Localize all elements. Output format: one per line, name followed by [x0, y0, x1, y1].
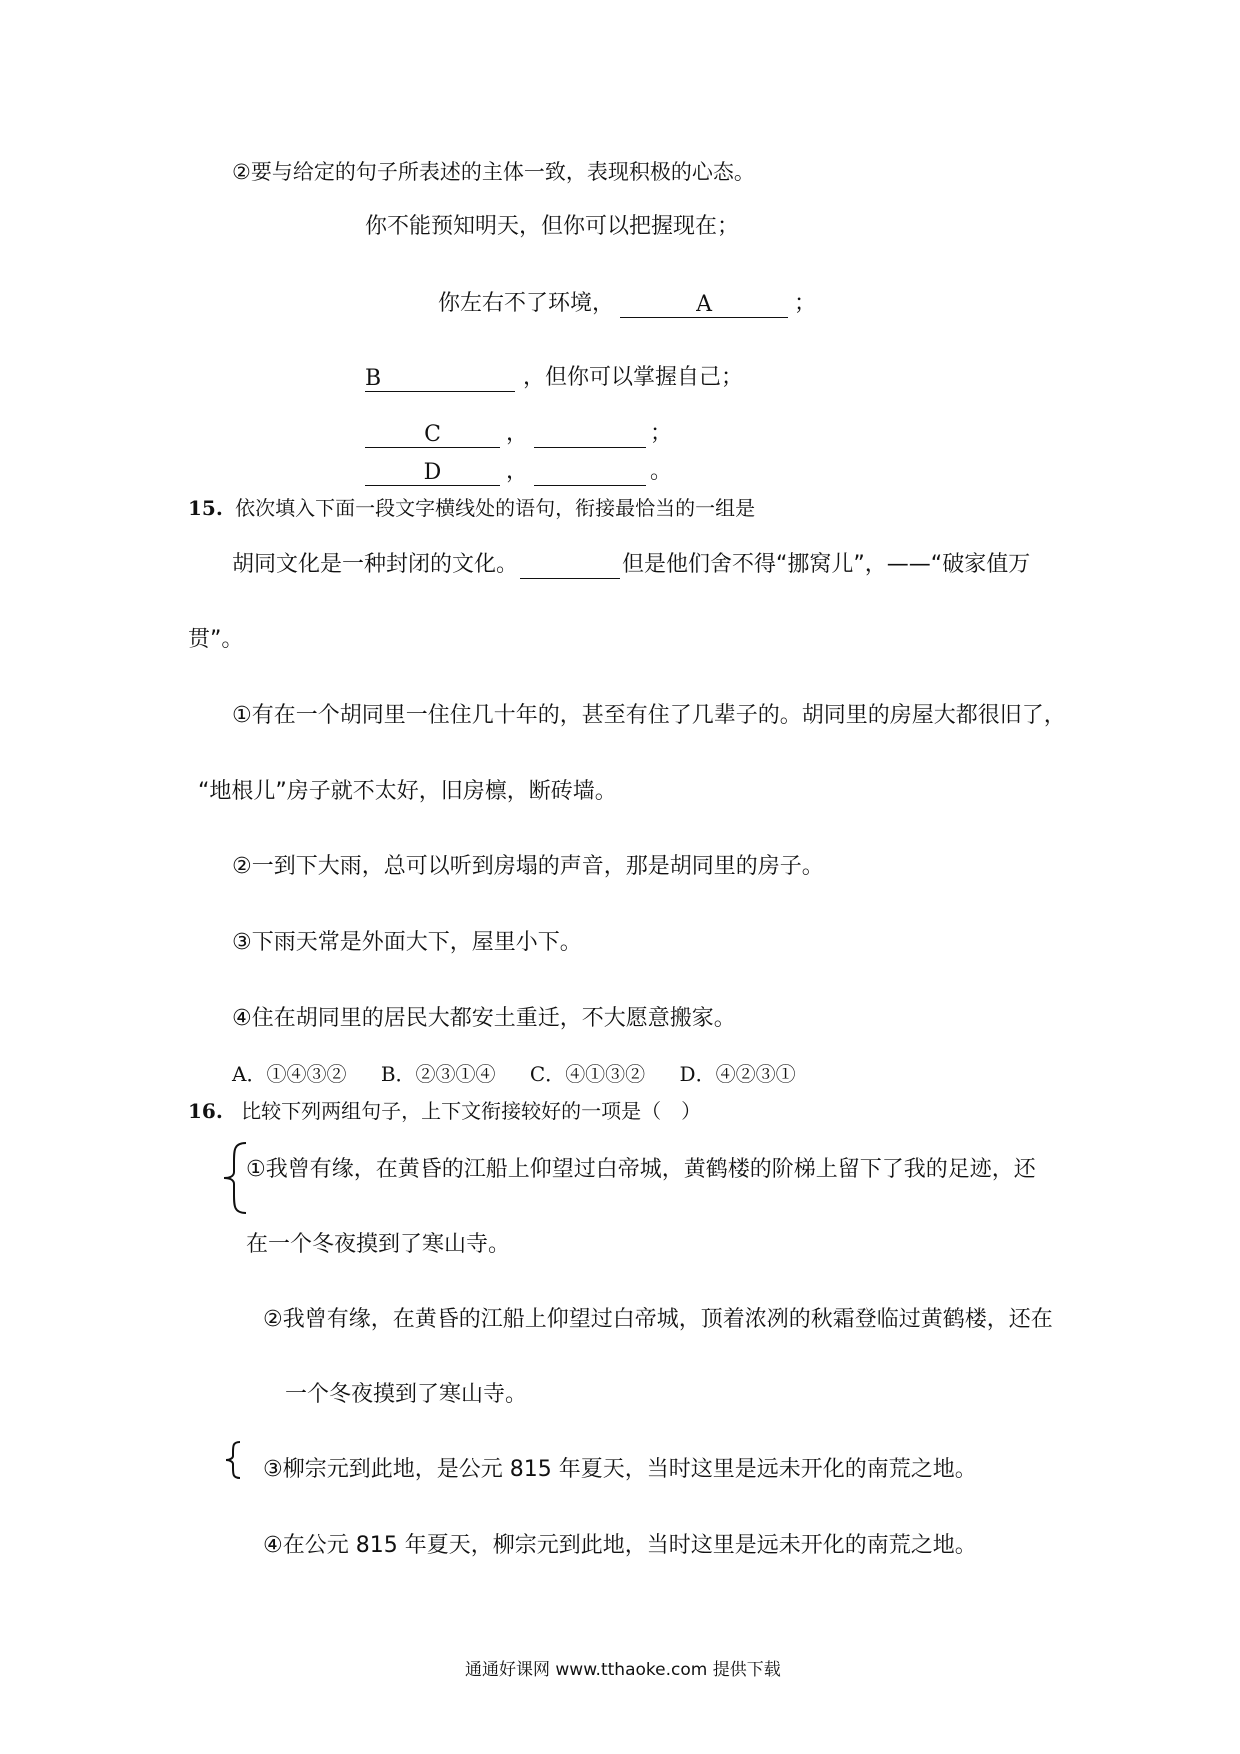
q14-end-d: 。 — [650, 459, 673, 484]
q16-number: 16. — [188, 1099, 223, 1123]
q16-sentence-2a: ②我曾有缘，在黄昏的江船上仰望过白帝城，顶着浓冽的秋霜登临过黄鹤楼，还在 — [263, 1307, 1053, 1332]
q15-paragraph-end: 但是他们舍不得“挪窝儿”，——“破家值万 — [622, 552, 1031, 577]
q15-option-d[interactable] — [680, 1062, 796, 1086]
q15-sentence-1b: “地根儿”房子就不太好，旧房檩，断砖墙。 — [198, 779, 617, 804]
q15-paragraph-start: 胡同文化是一种封闭的文化。 — [232, 552, 519, 577]
q15-sentence-3: ③下雨天常是外面大下，屋里小下。 — [232, 930, 582, 955]
q15-number: 15. — [188, 496, 223, 520]
blank-b[interactable]: B — [365, 365, 515, 392]
blank-a[interactable]: A — [620, 291, 788, 318]
q15-option-c[interactable] — [530, 1062, 645, 1086]
option-text: ①④③② — [266, 1062, 347, 1086]
q14-line-4 — [365, 420, 672, 448]
q15-option-a[interactable] — [232, 1062, 346, 1086]
q14-line-3-text: ，但你可以掌握自己； — [523, 365, 744, 390]
q16-sentence-1b: 在一个冬夜摸到了寒山寺。 — [246, 1232, 511, 1257]
q15-blank[interactable] — [520, 552, 620, 579]
q16-sentence-4: ④在公元 815 年夏天，柳宗元到此地，当时这里是远未开化的南荒之地。 — [263, 1533, 977, 1558]
option-text: ④①③② — [565, 1062, 646, 1086]
option-label: D． — [679, 1062, 716, 1086]
q14-line-1: 你不能预知明天，但你可以把握现在； — [365, 214, 740, 239]
q14-line-5 — [365, 458, 672, 486]
q14-line-3 — [365, 364, 743, 392]
q15-stem: 依次填入下面一段文字横线处的语句，衔接最恰当的一组是 — [235, 496, 756, 520]
q15-sentence-1a: ①有在一个胡同里一住住几十年的，甚至有住了几辈子的。胡同里的房屋大都很旧了， — [232, 703, 1066, 728]
q14-line-2-end: ； — [794, 291, 817, 316]
q14-end-c: ； — [650, 421, 673, 446]
q14-line-2-text: 你左右不了环境， — [438, 291, 615, 316]
q15-paragraph-cont: 贯”。 — [188, 627, 244, 652]
brace-group-2-icon — [222, 1440, 244, 1480]
q16-header — [188, 1097, 701, 1125]
option-label: A． — [232, 1062, 267, 1086]
q15-header — [188, 494, 755, 522]
q15-option-b[interactable] — [381, 1062, 496, 1086]
q14-sep-c: ， — [506, 421, 529, 446]
q14-requirement-2: ②要与给定的句子所表述的主体一致，表现积极的心态。 — [232, 160, 755, 184]
q14-sep-d: ， — [506, 459, 529, 484]
blank-d2[interactable] — [534, 459, 646, 486]
option-label: B． — [380, 1062, 416, 1086]
blank-c2[interactable] — [534, 421, 646, 448]
option-text: ②③①④ — [415, 1062, 496, 1086]
blank-c[interactable]: C — [365, 421, 500, 448]
page-footer: 通通好课网 www.tthaoke.com 提供下载 — [465, 1660, 781, 1680]
q16-stem: 比较下列两组句子，上下文衔接较好的一项是（ ） — [241, 1099, 702, 1123]
q15-options — [232, 1060, 796, 1088]
option-label: C． — [529, 1062, 566, 1086]
option-text: ④②③① — [715, 1062, 796, 1086]
q14-line-2 — [438, 290, 816, 318]
q15-sentence-4: ④住在胡同里的居民大都安土重迁，不大愿意搬家。 — [232, 1006, 736, 1031]
blank-d[interactable]: D — [365, 459, 500, 486]
q16-sentence-1a: ①我曾有缘，在黄昏的江船上仰望过白帝城，黄鹤楼的阶梯上留下了我的足迹，还 — [246, 1157, 1036, 1182]
q16-sentence-2b: 一个冬夜摸到了寒山寺。 — [285, 1382, 528, 1407]
q15-sentence-2: ②一到下大雨，总可以听到房塌的声音，那是胡同里的房子。 — [232, 854, 824, 879]
q15-paragraph — [232, 551, 1030, 579]
q16-sentence-3: ③柳宗元到此地，是公元 815 年夏天，当时这里是远未开化的南荒之地。 — [263, 1457, 977, 1482]
